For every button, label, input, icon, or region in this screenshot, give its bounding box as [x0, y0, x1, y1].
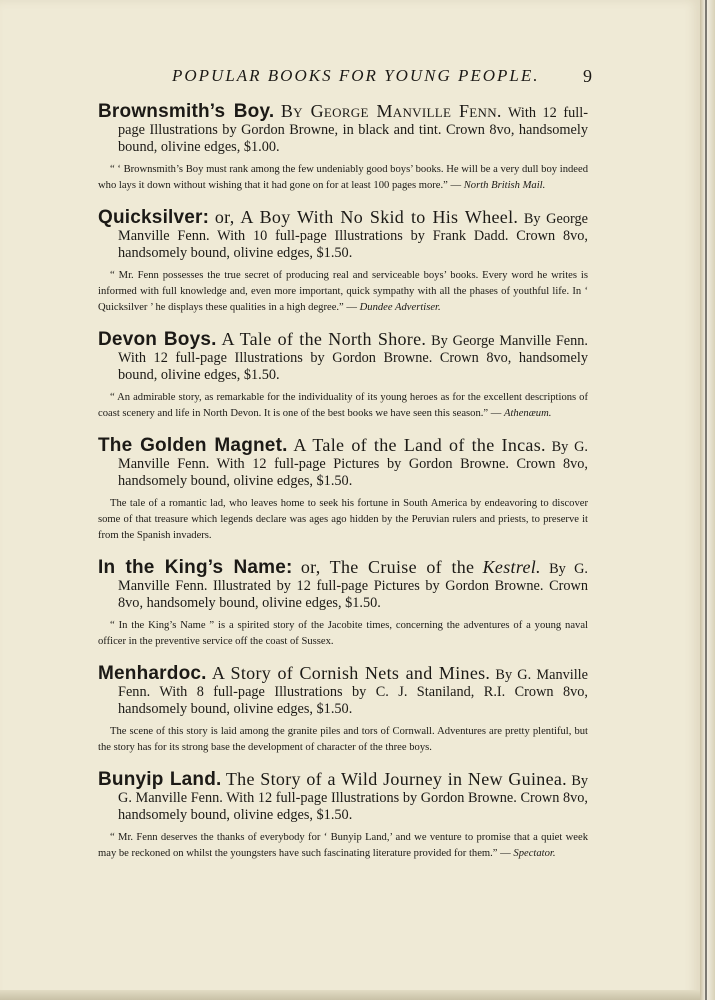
- book-title: In the King’s Name:: [98, 557, 293, 578]
- book-subtitle: A Story of Cornish Nets and Mines.: [211, 663, 491, 683]
- book-title: The Golden Magnet.: [98, 435, 288, 456]
- review-source: Spectator.: [513, 848, 556, 859]
- book-entry-golden-magnet: [98, 437, 588, 544]
- book-description: [98, 207, 588, 262]
- review-text: The tale of a romantic lad, who leaves home to seek his fortune in South America by endeavoring to discover some of that treasure which legends declare was ages ago hidden by the Peruvian rulers and priests, to preserve it from the Spanish invaders.: [98, 498, 588, 541]
- review-text: “ In the King’s Name ” is a spirited story of the Jacobite times, concerning the adventures of a young naval officer in the preventive service off the coast of Sussex.: [98, 620, 588, 647]
- book-entry-quicksilver: [98, 209, 588, 316]
- book-description: [98, 663, 589, 718]
- book-details: By G. Manville Fenn. With 8 full-page Illustrations by C. J. Staniland, R.I. Crown 8vo, handsomely bound, olivine edges, $1.50.: [118, 667, 589, 717]
- book-entry-menhardoc: [98, 665, 588, 756]
- book-review: [98, 390, 588, 422]
- running-head: [100, 64, 592, 94]
- book-title: Quicksilver:: [98, 207, 210, 228]
- review-source: Dundee Advertiser.: [359, 302, 441, 313]
- book-title: Devon Boys.: [98, 329, 217, 350]
- book-title: Bunyip Land.: [98, 769, 222, 790]
- book-details: With 12 full-page Illustrations by Gordon Browne, in black and tint. Crown 8vo, handsomely bound, olivine edges, $1.00.: [118, 105, 588, 155]
- book-subtitle: The Story of a Wild Journey in New Guinea.: [225, 769, 567, 789]
- book-review: [98, 162, 588, 194]
- book-review: [98, 830, 588, 862]
- review-source: Athenæum.: [504, 408, 552, 419]
- binding-line: [705, 0, 707, 1000]
- page-number: 9: [583, 66, 592, 86]
- book-details: By G. Manville Fenn. With 12 full-page Pictures by Gordon Browne. Crown 8vo, handsomely bound, olivine edges, $1.50.: [118, 439, 588, 489]
- review-text: “ Mr. Fenn possesses the true secret of producing real and serviceable boys’ books. Every word he writes is informed with full knowledge and, even more important, quick sympathy with all the phases of youthful life. In ‘ Quicksilver ’ he displays these qualities in a high degree.” —: [98, 270, 588, 313]
- book-details: By George Manville Fenn. With 12 full-page Illustrations by Gordon Browne. Crown 8vo, handsomely bound, olivine edges, $1.50.: [118, 333, 589, 383]
- book-details: By George Manville Fenn. With 10 full-page Illustrations by Frank Dadd. Crown 8vo, handsomely bound, olivine edges, $1.50.: [118, 211, 588, 261]
- review-text: “ ‘ Brownsmith’s Boy must rank among the few undeniably good boys’ books. He will be a very dull boy indeed who lays it down without wishing that it had gone on for at least 100 pages more.” —: [98, 164, 588, 191]
- review-text: “ An admirable story, as remarkable for the individuality of its young heroes as for the excellent descriptions of coast scenery and life in North Devon. It is one of the best books we have seen this season.” —: [98, 392, 588, 419]
- book-review: [98, 724, 588, 756]
- book-entry-bunyip-land: [98, 771, 588, 862]
- book-review: [98, 496, 588, 544]
- book-entry-brownsmiths-boy: [98, 103, 588, 194]
- page-edge: [700, 0, 715, 1000]
- book-subtitle: or, The Cruise of the: [300, 557, 475, 577]
- review-text: The scene of this story is laid among the granite piles and tors of Cornwall. Adventures are pretty plentiful, but the story has for its strong base the development of character of the three boys.: [98, 726, 588, 753]
- book-description: [98, 101, 588, 156]
- review-source: North British Mail.: [463, 180, 546, 191]
- running-title: POPULAR BOOKS FOR YOUNG PEOPLE.: [172, 66, 540, 85]
- book-description: [98, 435, 588, 490]
- book-subtitle: A Tale of the Land of the Incas.: [293, 435, 546, 455]
- book-title: Brownsmith’s Boy.: [98, 101, 275, 122]
- book-title: Menhardoc.: [98, 663, 207, 684]
- book-description: [98, 329, 589, 384]
- book-review: [98, 268, 588, 316]
- book-subtitle: or, A Boy With No Skid to His Wheel.: [214, 207, 519, 227]
- book-review: [98, 618, 588, 650]
- book-description: [98, 769, 588, 824]
- book-subtitle-italic: Kestrel.: [482, 557, 541, 577]
- review-text: “ Mr. Fenn deserves the thanks of everybody for ‘ Bunyip Land,’ and we venture to promise that a quiet week may be reckoned on whilst the youngsters have such fascinating literature provided for them.” —: [98, 832, 588, 859]
- book-description: [98, 557, 588, 612]
- book-subtitle: By George Manville Fenn.: [280, 101, 502, 121]
- book-subtitle: A Tale of the North Shore.: [221, 329, 427, 349]
- page-bottom-edge: [0, 990, 700, 1000]
- book-entry-in-the-kings-name: [98, 559, 588, 650]
- book-details: By G. Manville Fenn. With 12 full-page Illustrations by Gordon Browne. Crown 8vo, handsomely bound, olivine edges, $1.50.: [118, 773, 588, 823]
- book-entry-devon-boys: [98, 331, 588, 422]
- book-details: By G. Manville Fenn. Illustrated by 12 full-page Pictures by Gordon Browne. Crown 8vo, handsomely bound, olivine edges, $1.50.: [118, 561, 588, 611]
- book-list: [98, 103, 588, 877]
